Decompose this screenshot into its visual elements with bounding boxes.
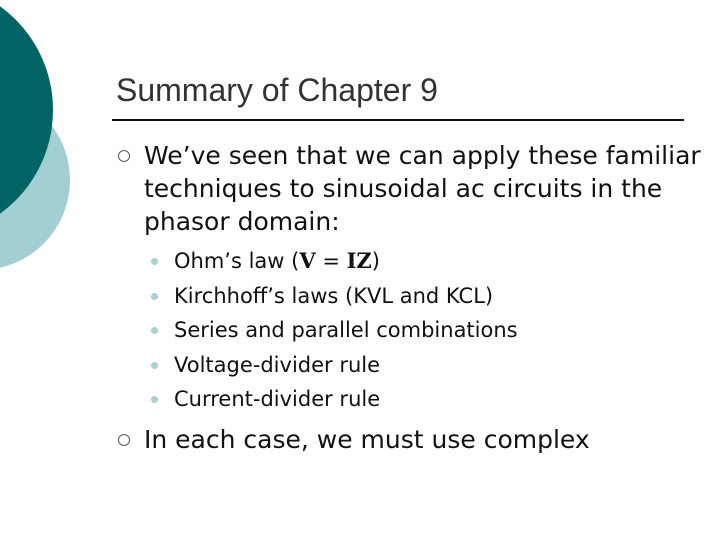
filled-dot-bullet-icon [151, 327, 158, 334]
formula-voltage: V [299, 248, 316, 273]
filled-dot-bullet-icon [151, 362, 158, 369]
light-teal-circle [0, 90, 70, 270]
filled-dot-bullet-icon [151, 396, 158, 403]
sub-bullet-text: Kirchhoff’s laws (KVL and KCL) [174, 283, 494, 308]
hollow-circle-bullet-icon [118, 434, 130, 446]
formula-current-impedance: IZ [346, 248, 372, 273]
sub-bullet-suffix: ) [371, 249, 380, 273]
sub-bullet-text: Series and parallel combinations [174, 318, 518, 342]
sub-bullet-item [116, 348, 706, 383]
slide-title: Summary of Chapter 9 [116, 72, 438, 108]
sub-bullet-list [116, 244, 706, 417]
filled-dot-bullet-icon [151, 293, 158, 300]
sub-bullet-text: Voltage-divider rule [174, 352, 381, 377]
sub-bullet-item [116, 279, 706, 314]
sub-bullet-item [116, 244, 706, 279]
slide-body [116, 136, 706, 456]
filled-dot-bullet-icon [151, 258, 158, 265]
sub-bullet-item [116, 382, 706, 417]
title-underline [112, 119, 684, 121]
sub-bullet-text: Current-divider rule [174, 387, 381, 411]
hollow-circle-bullet-icon [118, 150, 130, 162]
sub-bullet-text: Ohm’s law ( [174, 249, 300, 273]
sub-bullet-item [116, 313, 706, 348]
dark-teal-circle [0, 0, 53, 238]
bullet-text: We’ve seen that we can apply these familiar techniques to sinusoidal ac circuits in the phasor domain: [144, 141, 701, 236]
bullet-item [116, 423, 706, 456]
formula-equals: = [315, 249, 347, 273]
bullet-item [116, 139, 706, 238]
bullet-text: In each case, we must use complex [144, 424, 590, 454]
